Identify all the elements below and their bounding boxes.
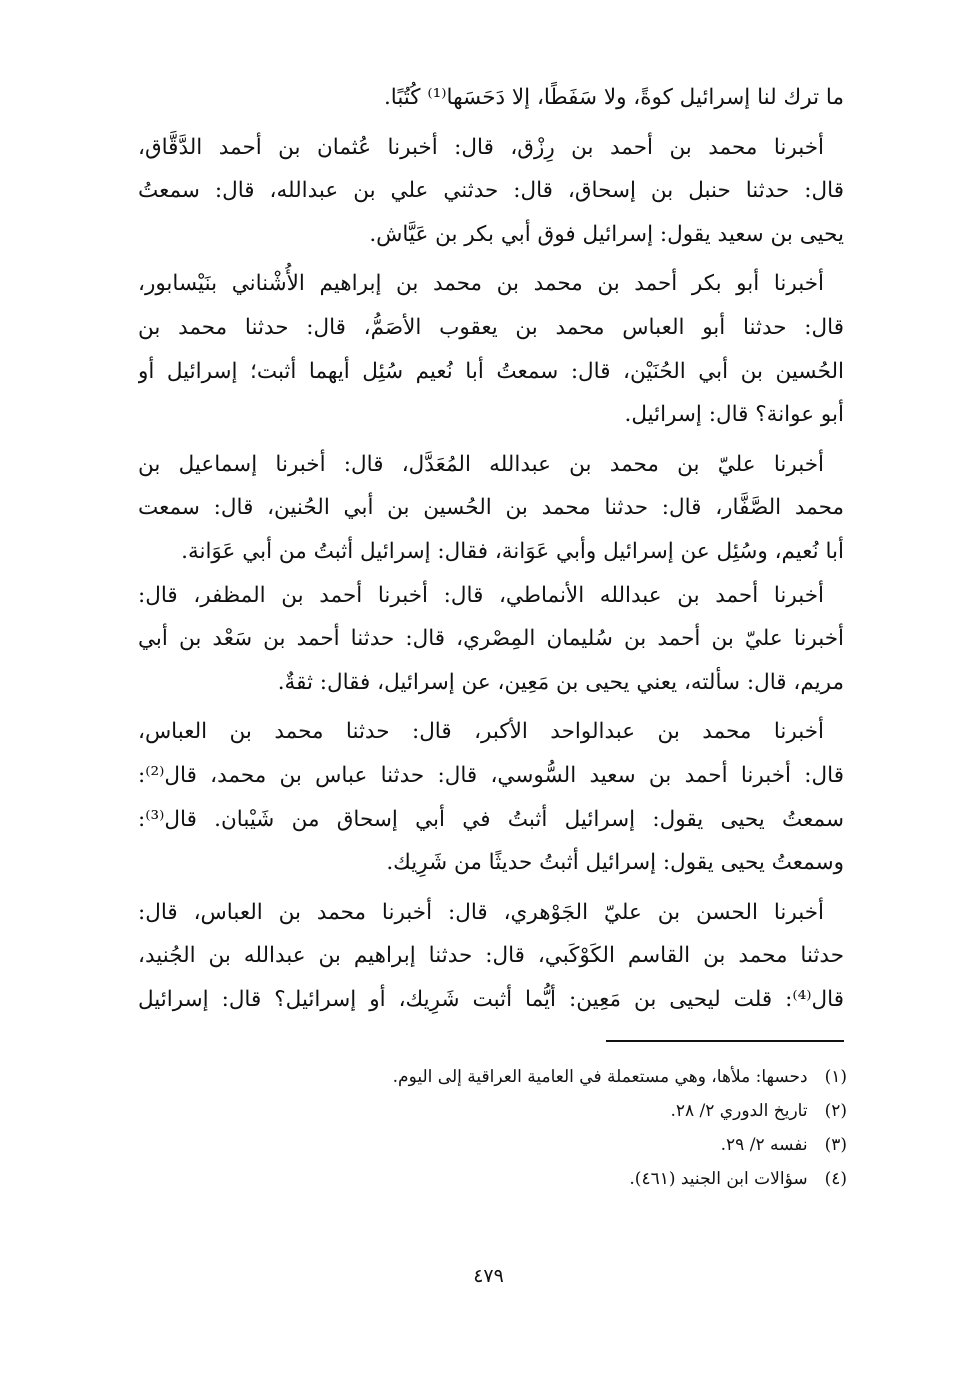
text-line: يحيى بن سعيد يقول: إسرائيل فوق أبي بكر بن عَيَّاش. bbox=[369, 221, 844, 247]
text-line: محمد الصَّفَّار، قال: حدثنا محمد بن الحُسين بن أبي الحُنين، قال: سمعت bbox=[138, 495, 844, 521]
text-line: مريم، قال: سألته، يعني يحيى بن مَعِين، عن إسرائيل، فقال: ثقةٌ. bbox=[277, 669, 844, 695]
footnote-number: (٣) bbox=[824, 1135, 847, 1155]
page-number: ٤٧٩ bbox=[473, 1265, 504, 1287]
footnote-separator bbox=[606, 1040, 844, 1042]
footnote-text: تاريخ الدوري ٢/ ٢٨. bbox=[670, 1101, 808, 1121]
footnote-number: (١) bbox=[824, 1067, 847, 1087]
text-line: أبا نُعيم، وسُئِل عن إسرائيل وأبي عَوَانة، فقال: إسرائيل أثبتُ من أبي عَوَانة. bbox=[181, 538, 844, 564]
footnote-number: (٢) bbox=[824, 1101, 847, 1121]
text-line: وسمعتُ يحيى يقول: إسرائيل أثبتُ حديثًا من شَرِيك. bbox=[386, 850, 844, 876]
text-line: أخبرنا عليّ بن محمد بن عبدالله المُعَدَّل، قال: أخبرنا إسماعيل بن bbox=[138, 451, 824, 477]
footnote-text: نفسه ٢/ ٢٩. bbox=[720, 1135, 808, 1155]
text-line: أبو عوانة؟ قال: إسرائيل. bbox=[624, 402, 844, 428]
footnote bbox=[200, 1162, 847, 1196]
text-line: ما ترك لنا إسرائيل كوةً، ولا سَفَطًا، إلا دَحَسَها⁽¹⁾ كُتُبًا. bbox=[383, 85, 844, 110]
footnote-text: سؤالات ابن الجنيد (٤٦١). bbox=[629, 1169, 808, 1189]
footnote bbox=[200, 1128, 847, 1162]
footnote bbox=[200, 1094, 847, 1128]
text-line: أخبرنا محمد بن أحمد بن رِزْق، قال: أخبرنا عُثمان بن أحمد الدَّقَّاق، bbox=[138, 134, 824, 160]
footnote-text: دحسها: ملأها، وهي مستعملة في العامية العراقية إلى اليوم. bbox=[392, 1067, 808, 1087]
footnotes bbox=[200, 1060, 847, 1196]
text-line: أخبرنا محمد بن عبدالواحد الأكبر، قال: حدثنا محمد بن العباس، bbox=[138, 719, 824, 745]
text-line: الحُسين بن أبي الحُنَيْن، قال: سمعتُ أبا نُعيم سُئِل أيهما أثبت؛ إسرائيل أو bbox=[138, 358, 844, 384]
text-line: قال: حدثنا أبو العباس محمد بن يعقوب الأصَمُّ، قال: حدثنا محمد بن bbox=[138, 314, 844, 340]
text-line: قال: حدثنا حنبل بن إسحاق، قال: حدثني علي بن عبدالله، قال: سمعتُ bbox=[138, 178, 844, 204]
text-line: أخبرنا الحسن بن عليّ الجَوْهري، قال: أخبرنا محمد بن العباس، قال: bbox=[138, 899, 824, 925]
text-line: أخبرنا أبو بكر أحمد بن محمد بن محمد بن إبراهيم الأُشْناني بنَيْسابور، bbox=[138, 271, 824, 297]
text-line: حدثنا محمد بن القاسم الكَوْكَبي، قال: حدثنا إبراهيم بن عبدالله بن الجُنيد، bbox=[138, 943, 844, 969]
text-line: قال: أخبرنا أحمد بن سعيد السُّوسي، قال: حدثنا عباس بن محمد، قال⁽²⁾: bbox=[138, 762, 844, 788]
text-line: قال⁽⁴⁾: قلت ليحيى بن مَعِين: أيُّما أثبت شَرِيك، أو إسرائيل؟ قال: إسرائيل bbox=[138, 986, 844, 1012]
footnote-number: (٤) bbox=[824, 1169, 847, 1189]
text-line: أخبرنا أحمد بن عبدالله الأنماطي، قال: أخبرنا أحمد بن المظفر، قال: bbox=[138, 582, 824, 608]
footnote bbox=[200, 1060, 847, 1094]
main-text bbox=[138, 76, 844, 1021]
text-line: أخبرنا عليّ بن أحمد بن سُليمان المِصْري، قال: حدثنا أحمد بن سَعْد بن أبي bbox=[138, 626, 844, 652]
text-line: سمعتُ يحيى يقول: إسرائيل أثبتُ في أبي إسحاق من شَيْبان. قال⁽³⁾: bbox=[138, 806, 844, 832]
